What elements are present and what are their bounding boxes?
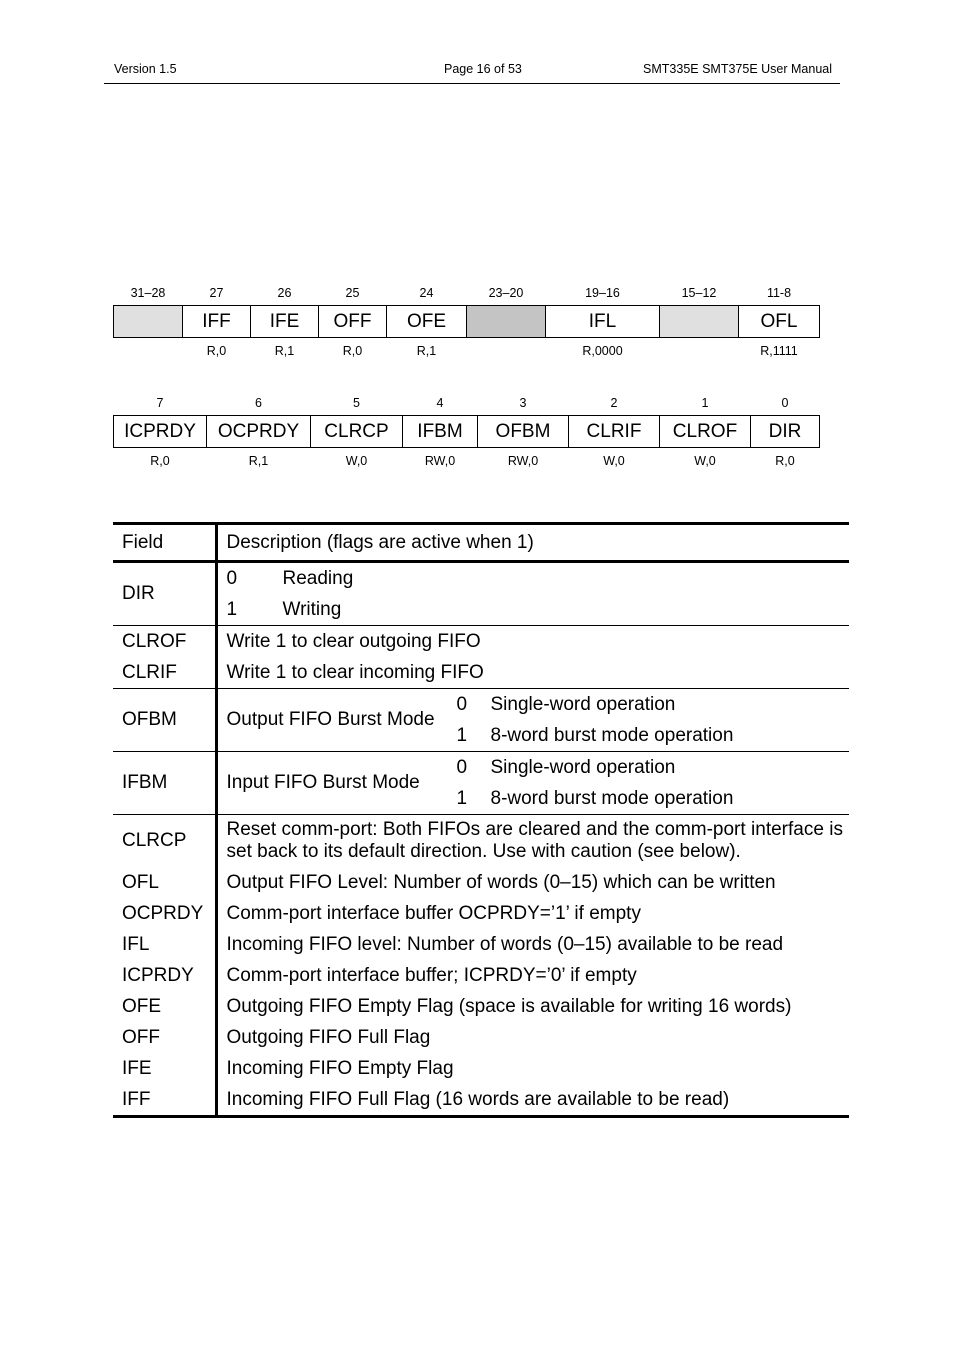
bit-access: W,0 xyxy=(603,453,625,468)
table-row xyxy=(113,1022,849,1053)
field-name: OFBM xyxy=(113,689,216,752)
bit-access: R,0000 xyxy=(582,343,623,358)
bit-access xyxy=(467,338,546,364)
table-row xyxy=(113,626,849,658)
value-code: 0 xyxy=(456,693,468,715)
field-description xyxy=(216,752,849,815)
reserved-bits xyxy=(660,306,739,338)
version-label: Version 1.5 xyxy=(114,62,177,76)
bit-field-name: CLRIF xyxy=(569,416,660,448)
value-meaning: Single-word operation xyxy=(490,756,676,778)
bit-access: R,0 xyxy=(342,343,363,358)
field-description: Incoming FIFO Full Flag (16 words are available to be read) xyxy=(216,1084,849,1117)
field-description: Write 1 to clear incoming FIFO xyxy=(226,661,484,683)
bit-number: 2 xyxy=(610,395,618,410)
field-name: CLRIF xyxy=(113,657,216,689)
bit-number: 23–20 xyxy=(488,285,524,300)
field-name: OFF xyxy=(113,1022,216,1053)
bit-field-name: IFBM xyxy=(403,416,478,448)
field-description: Write 1 to clear outgoing FIFO xyxy=(216,626,849,658)
bit-number: 5 xyxy=(353,395,360,410)
bit-number: 11-8 xyxy=(766,285,792,300)
bit-number: 0 xyxy=(781,395,789,410)
bit-field-name: OFBM xyxy=(478,416,569,448)
register-bits-low xyxy=(113,390,820,473)
bit-number: 3 xyxy=(519,395,527,410)
field-description: Incoming FIFO Empty Flag xyxy=(226,1057,454,1079)
value-code: 0 xyxy=(226,567,238,589)
bit-number: 15–12 xyxy=(681,285,717,300)
field-description: Comm-port interface buffer OCPRDY=’1’ if empty xyxy=(226,902,641,924)
bit-number: 6 xyxy=(255,395,262,410)
table-row xyxy=(113,991,849,1022)
field-name: OFE xyxy=(113,991,216,1022)
bit-number: 19–16 xyxy=(585,285,620,300)
register-bits-high xyxy=(113,280,820,363)
bit-field-name: OFL xyxy=(739,306,820,338)
bit-access: R,0 xyxy=(775,453,795,468)
bit-access xyxy=(660,338,739,364)
bit-number: 25 xyxy=(345,285,360,300)
bit-access: R,1 xyxy=(274,343,295,358)
value-code: 1 xyxy=(456,787,468,809)
bit-field-name: IFL xyxy=(546,306,660,338)
bit-access: R,1 xyxy=(248,453,269,468)
bit-number: 24 xyxy=(419,285,434,300)
bit-access: R,1 xyxy=(416,343,437,358)
field-description-text: Reset comm-port: Both FIFOs are cleared and the comm-port interface is set back to its default direction. Use with caution (see below). xyxy=(226,819,843,862)
bit-access: R,1111 xyxy=(760,343,798,358)
table-row xyxy=(113,1053,849,1084)
value-meaning: Reading xyxy=(282,567,354,589)
table-row xyxy=(113,657,849,689)
bit-number: 27 xyxy=(209,285,224,300)
bit-field-name: DIR xyxy=(751,416,820,448)
field-name: OFL xyxy=(113,867,216,898)
bit-field-name: OFE xyxy=(387,306,467,338)
bit-field-name: CLRCP xyxy=(311,416,403,448)
table-row xyxy=(113,752,849,815)
field-name: CLROF xyxy=(113,626,216,658)
value-meaning: 8-word burst mode operation xyxy=(490,724,734,746)
bit-field-name: OCPRDY xyxy=(207,416,311,448)
table-row xyxy=(113,1084,849,1117)
bit-field-name: IFF xyxy=(183,306,251,338)
table-row xyxy=(113,689,849,752)
field-name: CLRCP xyxy=(113,815,216,868)
document-title: SMT335E SMT375E User Manual xyxy=(643,62,832,76)
bit-field-name: OFF xyxy=(319,306,387,338)
bit-access xyxy=(114,338,183,364)
field-description-table xyxy=(113,522,849,1118)
bit-access: W,0 xyxy=(694,453,716,468)
field-description: Comm-port interface buffer; ICPRDY=’0’ if empty xyxy=(226,964,637,986)
field-name: ICPRDY xyxy=(113,960,216,991)
bit-number: 26 xyxy=(277,285,292,300)
bit-access: R,0 xyxy=(150,453,170,468)
bit-field-name: IFE xyxy=(251,306,319,338)
bit-access: RW,0 xyxy=(424,453,456,468)
bit-field-name: ICPRDY xyxy=(114,416,207,448)
bit-number: 1 xyxy=(701,395,709,410)
table-row xyxy=(113,929,849,960)
field-column-header: Field xyxy=(113,524,216,562)
description-column-header: Description (flags are active when 1) xyxy=(216,524,849,562)
burst-mode-label: Output FIFO Burst Mode xyxy=(226,709,435,730)
table-row xyxy=(113,562,849,626)
field-name: IFBM xyxy=(113,752,216,815)
field-description: Output FIFO Level: Number of words (0–15) which can be written xyxy=(226,871,776,893)
field-description xyxy=(216,689,849,752)
value-meaning: 8-word burst mode operation xyxy=(490,787,734,809)
bit-number: 7 xyxy=(156,395,164,410)
field-name: DIR xyxy=(113,562,216,626)
bit-access: R,0 xyxy=(206,343,227,358)
reserved-bits xyxy=(467,306,546,338)
bit-access: RW,0 xyxy=(507,453,539,468)
field-name: IFF xyxy=(113,1084,216,1117)
page-header xyxy=(104,61,840,84)
value-meaning: Writing xyxy=(282,598,342,620)
value-code: 0 xyxy=(456,756,468,778)
page-number: Page 16 of 53 xyxy=(444,62,522,76)
reserved-bits xyxy=(114,306,183,338)
bit-field-name: CLROF xyxy=(660,416,751,448)
field-description: Incoming FIFO level: Number of words (0–15) available to be read xyxy=(226,933,784,955)
value-code: 1 xyxy=(226,598,238,620)
field-description: Outgoing FIFO Full Flag xyxy=(226,1026,431,1048)
field-name: IFE xyxy=(113,1053,216,1084)
bit-number: 31–28 xyxy=(130,285,166,300)
field-description xyxy=(216,562,849,626)
field-description xyxy=(216,815,849,868)
value-code: 1 xyxy=(456,724,468,746)
bit-access: W,0 xyxy=(345,453,368,468)
value-meaning: Single-word operation xyxy=(490,693,676,715)
field-description: Outgoing FIFO Empty Flag (space is available for writing 16 words) xyxy=(226,995,792,1017)
table-row xyxy=(113,867,849,898)
field-name: IFL xyxy=(113,929,216,960)
burst-mode-label: Input FIFO Burst Mode xyxy=(226,772,420,793)
field-name: OCPRDY xyxy=(113,898,216,929)
table-row xyxy=(113,815,849,868)
table-row xyxy=(113,960,849,991)
bit-number: 4 xyxy=(436,395,444,410)
table-header-row xyxy=(113,524,849,562)
table-row xyxy=(113,898,849,929)
